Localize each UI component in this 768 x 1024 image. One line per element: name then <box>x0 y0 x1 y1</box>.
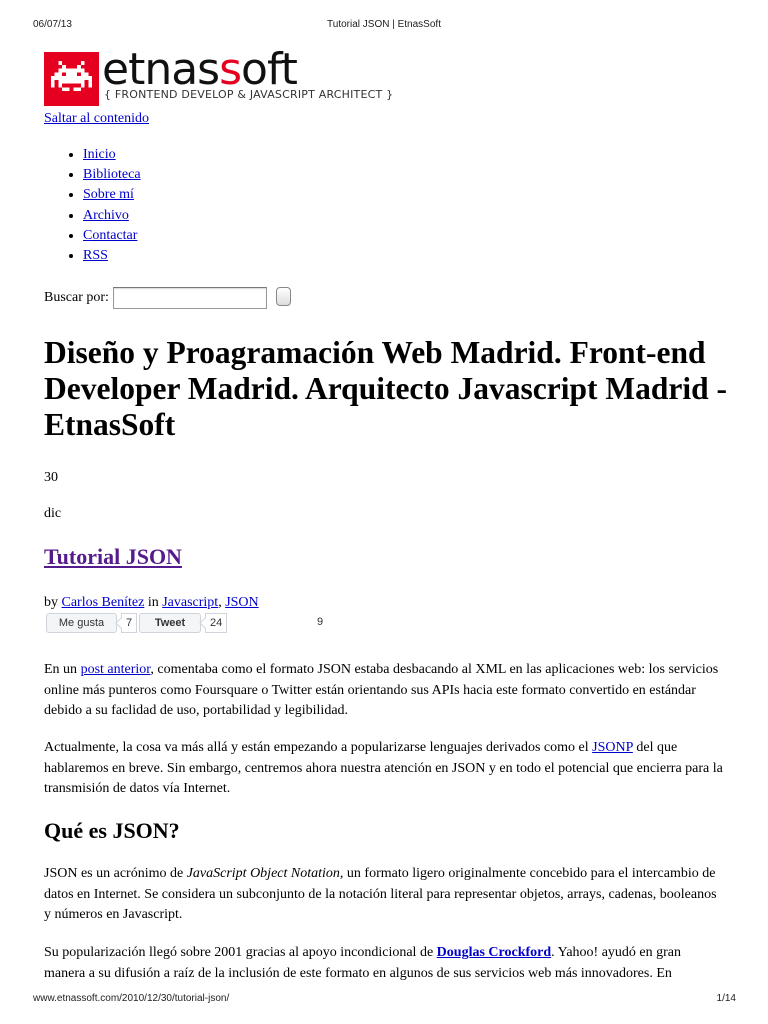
section-heading: Qué es JSON? <box>44 818 180 843</box>
nav-item-sobre-mi <box>83 185 141 205</box>
post-title-link[interactable]: Tutorial JSON <box>44 544 182 569</box>
nav-link-archivo[interactable]: Archivo <box>83 207 129 223</box>
print-url: www.etnassoft.com/2010/12/30/tutorial-json/ <box>33 993 230 1004</box>
nav-link-sobre-mi[interactable]: Sobre mí <box>83 187 134 203</box>
douglas-crockford-link[interactable]: Douglas Crockford <box>436 945 552 960</box>
paragraph-4 <box>44 943 724 985</box>
nav-item-contactar <box>83 226 141 246</box>
byline-in: in <box>147 595 159 610</box>
nav-link-rss[interactable]: RSS <box>83 247 108 263</box>
site-title: Diseño y Proagramación Web Madrid. Front-end Developer Madrid. Arquitecto Javascript Madrid - EtnasSoft <box>44 335 728 442</box>
space-invader-icon <box>44 52 99 106</box>
p3-emphasis: JavaScript Object Notation <box>186 866 340 881</box>
p1-text-post: , comentaba como el formato JSON estaba desbacando al XML en las aplicaciones web: los servicios online más punteros como Foursquare o Twitter están orientando sus APIs hacia este formato convertido en estándar debido a su faclidad de uso, portabilidad y legibilidad. <box>44 662 719 718</box>
search-label: Buscar por: <box>44 290 109 305</box>
jsonp-link[interactable]: JSONP <box>592 740 633 755</box>
nav-item-biblioteca <box>83 165 141 185</box>
nav-link-biblioteca[interactable]: Biblioteca <box>83 167 141 183</box>
byline-by: by <box>44 595 58 610</box>
post-title <box>44 544 182 570</box>
p3-text-post: , un formato ligero originalmente concebido para el intercambio de datos en Internet. Se considera un subconjunto de la notación literal para representar objetos, arrays, cadenas, booleanos y números en Javascript. <box>44 866 717 922</box>
print-footer <box>0 993 768 1007</box>
print-title: Tutorial JSON | EtnasSoft <box>327 19 441 30</box>
skip-to-content-link[interactable]: Saltar al contenido <box>44 111 149 126</box>
nav-link-contactar[interactable]: Contactar <box>83 227 138 243</box>
nav-item-rss <box>83 246 141 266</box>
p2-text-pre: Actualmente, la cosa va más allá y están empezando a popularizarse lenguajes derivados como el <box>44 740 589 755</box>
post-byline <box>44 595 259 611</box>
search-input[interactable] <box>113 287 267 309</box>
nav-item-inicio <box>83 145 141 165</box>
paragraph-1 <box>44 660 724 722</box>
p1-text-pre: En un <box>44 662 78 677</box>
paragraph-3 <box>44 864 724 926</box>
site-logo[interactable] <box>44 44 404 108</box>
main-nav <box>44 145 141 266</box>
paragraph-2 <box>44 738 724 800</box>
nav-link-inicio[interactable]: Inicio <box>83 147 116 162</box>
p4-text-pre: Su popularización llegó sobre 2001 gracias al apoyo incondicional de <box>44 945 434 960</box>
p4-text-post: . Yahoo! ayudó en gran manera a su difusión a raíz de la inclusión de este formato en algunos de sus servicios web más innovadores. En <box>44 945 682 981</box>
p2-text-post: del que hablaremos en breve. Sin embargo, centremos ahora nuestra atención en JSON y en todo el potencial que encierra para la transmisión de datos vía Internet. <box>44 740 723 796</box>
logo-wordmark: etnassoft <box>102 44 297 95</box>
print-header <box>0 19 768 33</box>
logo-tagline: { FRONTEND DEVELOP & JAVASCRIPT ARCHITECT } <box>104 88 394 101</box>
author-link[interactable]: Carlos Benítez <box>61 595 145 610</box>
print-page-number: 1/14 <box>716 993 736 1004</box>
search-button[interactable] <box>276 287 291 306</box>
post-date-day: 30 <box>44 470 58 485</box>
facebook-like-button[interactable]: Me gusta <box>46 613 117 633</box>
plusone-count: 9 <box>317 616 324 628</box>
byline-sep: , <box>218 595 222 610</box>
category-link-javascript[interactable]: Javascript <box>162 595 219 610</box>
nav-item-archivo <box>83 206 141 226</box>
p3-text-pre: JSON es un acrónimo de <box>44 866 184 881</box>
tweet-button[interactable]: Tweet <box>139 613 201 633</box>
category-link-json[interactable]: JSON <box>225 595 259 610</box>
tweet-count: 24 <box>205 613 227 633</box>
print-date: 06/07/13 <box>33 19 72 30</box>
post-date-month: dic <box>44 506 62 521</box>
like-count: 7 <box>121 613 137 633</box>
search-form <box>44 287 291 309</box>
previous-post-link[interactable]: post anterior <box>80 662 151 677</box>
